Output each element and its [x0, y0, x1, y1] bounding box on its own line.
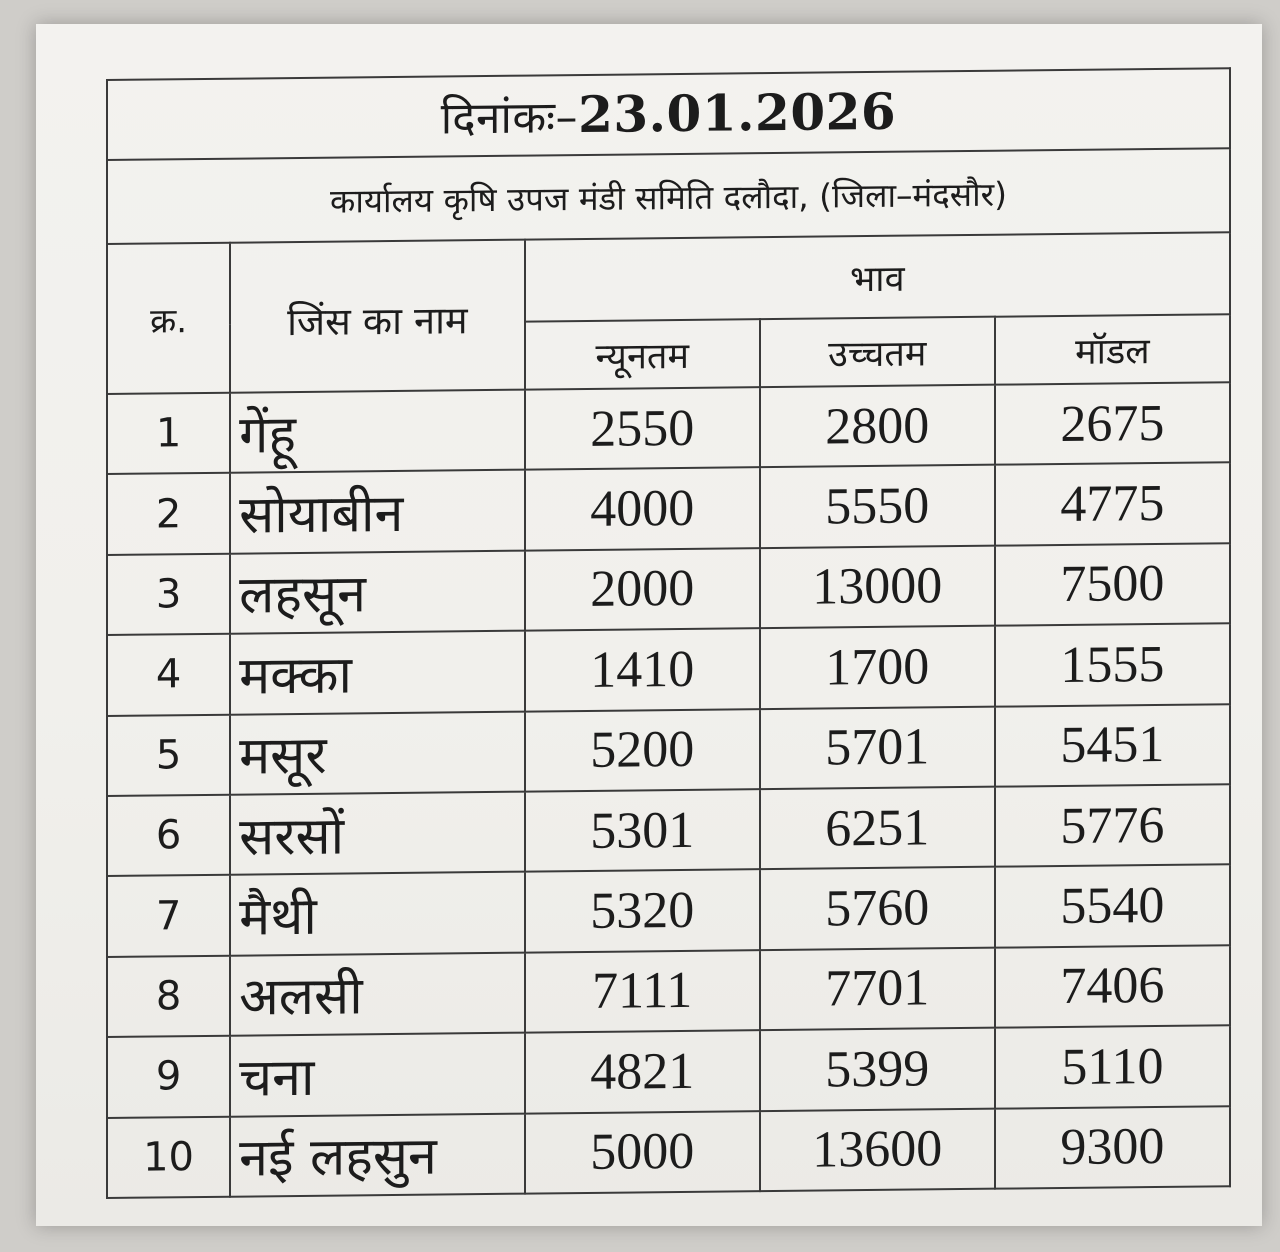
table-row — [107, 1025, 1230, 1117]
date-value: 23.01.2026 — [578, 81, 897, 145]
row-crop: चना — [230, 1033, 525, 1116]
table-row — [107, 623, 1230, 715]
row-modal: 5540 — [995, 865, 1230, 948]
column-header-crop-name: जिंस का नाम — [230, 240, 525, 393]
table-row — [107, 945, 1230, 1037]
row-max: 5550 — [760, 465, 995, 548]
row-max: 13000 — [760, 545, 995, 628]
row-crop: गेंहू — [230, 390, 525, 473]
table-row — [107, 382, 1230, 474]
table-row — [107, 704, 1230, 796]
row-sno: 4 — [107, 634, 230, 716]
row-sno: 8 — [107, 955, 230, 1037]
row-max: 2800 — [760, 385, 995, 468]
date-header — [107, 68, 1230, 160]
rate-table — [106, 67, 1231, 1199]
row-modal: 5776 — [995, 784, 1230, 867]
row-crop: नई लहसुन — [230, 1113, 525, 1197]
row-crop: लहसून — [230, 550, 525, 633]
table-row — [107, 865, 1230, 957]
row-modal: 1555 — [995, 623, 1230, 706]
row-sno: 2 — [107, 473, 230, 555]
row-min: 5000 — [525, 1111, 760, 1194]
row-min: 2550 — [525, 387, 760, 470]
row-crop: मसूर — [230, 711, 525, 794]
row-crop: सोयाबीन — [230, 470, 525, 553]
row-min: 1410 — [525, 628, 760, 711]
row-crop: मक्का — [230, 631, 525, 714]
row-min: 5200 — [525, 709, 760, 792]
table-row — [107, 543, 1230, 635]
row-modal: 4775 — [995, 463, 1230, 546]
row-modal: 7406 — [995, 945, 1230, 1028]
date-label: दिनांकः– — [440, 92, 579, 145]
row-modal: 5451 — [995, 704, 1230, 787]
row-min: 4821 — [525, 1030, 760, 1113]
row-max: 13600 — [760, 1108, 995, 1191]
row-min: 2000 — [525, 548, 760, 631]
table-row — [107, 1106, 1230, 1198]
table-row — [107, 784, 1230, 876]
column-header-sno: क्र. — [107, 243, 230, 394]
row-crop: मैथी — [230, 872, 525, 955]
row-sno: 5 — [107, 714, 230, 796]
row-max: 7701 — [760, 947, 995, 1030]
row-min: 7111 — [525, 950, 760, 1033]
row-sno: 6 — [107, 795, 230, 877]
column-header-modal: मॉडल — [995, 314, 1230, 384]
row-max: 5760 — [760, 867, 995, 950]
column-header-rate: भाव — [525, 232, 1230, 321]
row-max: 5701 — [760, 706, 995, 789]
row-min: 4000 — [525, 468, 760, 551]
row-min: 5301 — [525, 789, 760, 872]
table-row — [107, 463, 1230, 555]
row-sno: 7 — [107, 875, 230, 957]
row-sno: 3 — [107, 553, 230, 635]
row-modal: 7500 — [995, 543, 1230, 626]
row-max: 6251 — [760, 787, 995, 870]
row-crop: अलसी — [230, 952, 525, 1035]
row-modal: 2675 — [995, 382, 1230, 465]
price-list — [106, 67, 1231, 1199]
row-sno: 10 — [107, 1116, 230, 1198]
row-max: 5399 — [760, 1028, 995, 1111]
row-crop: सरसों — [230, 792, 525, 875]
row-sno: 1 — [107, 393, 230, 475]
row-sno: 9 — [107, 1036, 230, 1118]
column-header-min: न्यूनतम — [525, 319, 760, 389]
row-min: 5320 — [525, 869, 760, 952]
row-modal: 5110 — [995, 1025, 1230, 1108]
row-max: 1700 — [760, 626, 995, 709]
column-header-max: उच्चतम — [760, 317, 995, 387]
row-modal: 9300 — [995, 1106, 1230, 1189]
office-title: कार्यालय कृषि उपज मंडी समिति दलौदा, (जिला–मंदसौर) — [107, 148, 1230, 244]
paper-sheet — [36, 24, 1262, 1226]
